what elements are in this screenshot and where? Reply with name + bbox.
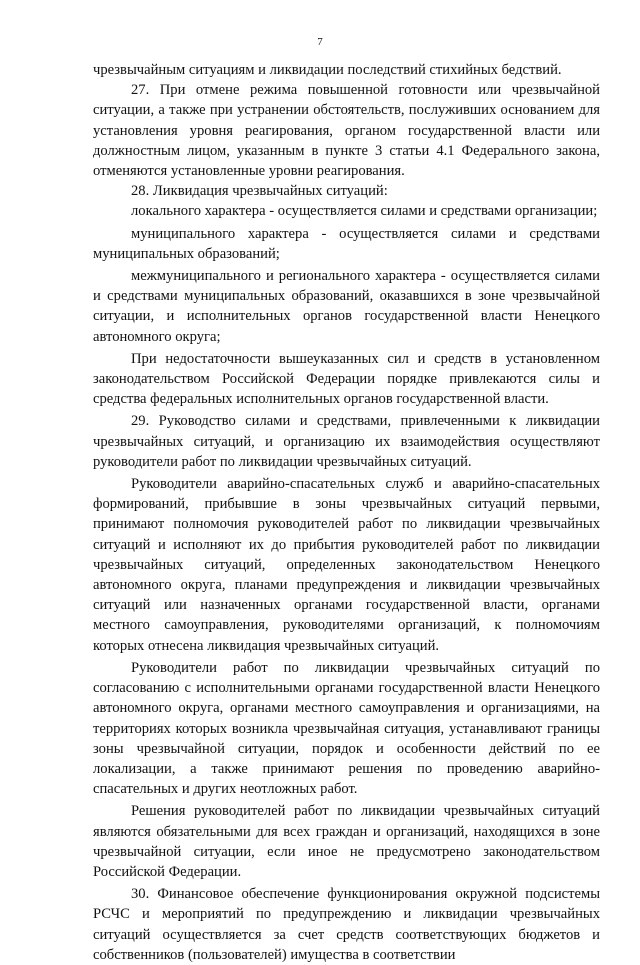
paragraph-rescue-leaders: Руководители аварийно-спасательных служб и аварийно-спасательных формирований, прибывшие в зоны чрезвычайных ситуаций первыми, принимают полномочия руководителей работ по ликвидации чрезвычайных ситуаций и исполняют их до прибытия руководителей работ по ликвидации чрезвычайных ситуаций, определенных законодательством Ненецкого автономного округа, планами предупреждения и ликвидации чрезвычайных ситуаций или назначенных органами государственной власти, органами местного самоуправления, руководителями организаций, к полномочиям которых отнесена ликвидация чрезвычайных ситуаций. [93, 476, 600, 654]
paragraph-item-27: 27. При отмене режима повышенной готовности или чрезвычайной ситуации, а также при устранении обстоятельств, послуживших основанием для установления уровня реагирования, органом государственной власти или должностным лицом, указанным в пункте 3 статьи 4.1 Федерального закона, отменяются установленные уровни реагирования. [93, 82, 600, 180]
paragraph-decisions: Решения руководителей работ по ликвидации чрезвычайных ситуаций являются обязательными для всех граждан и организаций, находящихся в зоне чрезвычайной ситуации, если иное не предусмотрено законодательством Российской Федерации. [93, 803, 600, 880]
paragraph-municipal: муниципального характера - осуществляется силами и средствами муниципальных образований; [93, 225, 600, 262]
paragraph-item-30: 30. Финансовое обеспечение функционирования окружной подсистемы РСЧС и мероприятий по предупреждению и ликвидации чрезвычайных ситуаций осуществляется за счет средств соответствующих бюджетов и собственников (пользователей) имущества в соответствии [93, 886, 600, 963]
document-body [93, 60, 600, 965]
paragraph-item-28: 28. Ликвидация чрезвычайных ситуаций: [131, 183, 388, 200]
paragraph-work-leaders: Руководители работ по ликвидации чрезвычайных ситуаций по согласованию с исполнительными органами государственной власти Ненецкого автономного округа, органами местного самоуправления и организациями, на территориях которых возникла чрезвычайная ситуация, устанавливают границы зоны чрезвычайной ситуации, порядок и особенности действий по ее локализации, а также принимают решения по проведению аварийно-спасательных и других неотложных работ. [93, 659, 600, 798]
paragraph-local: локального характера - осуществляется силами и средствами организации; [131, 203, 598, 220]
page-number: 7 [317, 36, 323, 48]
paragraph-intermunicipal: межмуниципального и регионального характера - осуществляется силами и средствами муниципальных образований, оказавшихся в зоне чрезвычайной ситуации, и исполнительных органов государственной власти Ненецкого автономного округа; [93, 268, 600, 345]
paragraph-1: чрезвычайным ситуациям и ликвидации последствий стихийных бедствий. [93, 62, 562, 78]
paragraph-insufficient-forces: При недостаточности вышеуказанных сил и средств в установленном законодательством Российской Федерации порядке привлекаются силы и средства федеральных исполнительных органов государственной власти. [93, 350, 600, 408]
paragraph-item-29: 29. Руководство силами и средствами, привлеченными к ликвидации чрезвычайных ситуаций, и организацию их взаимодействия осуществляют руководители работ по ликвидации чрезвычайных ситуаций. [93, 413, 600, 470]
